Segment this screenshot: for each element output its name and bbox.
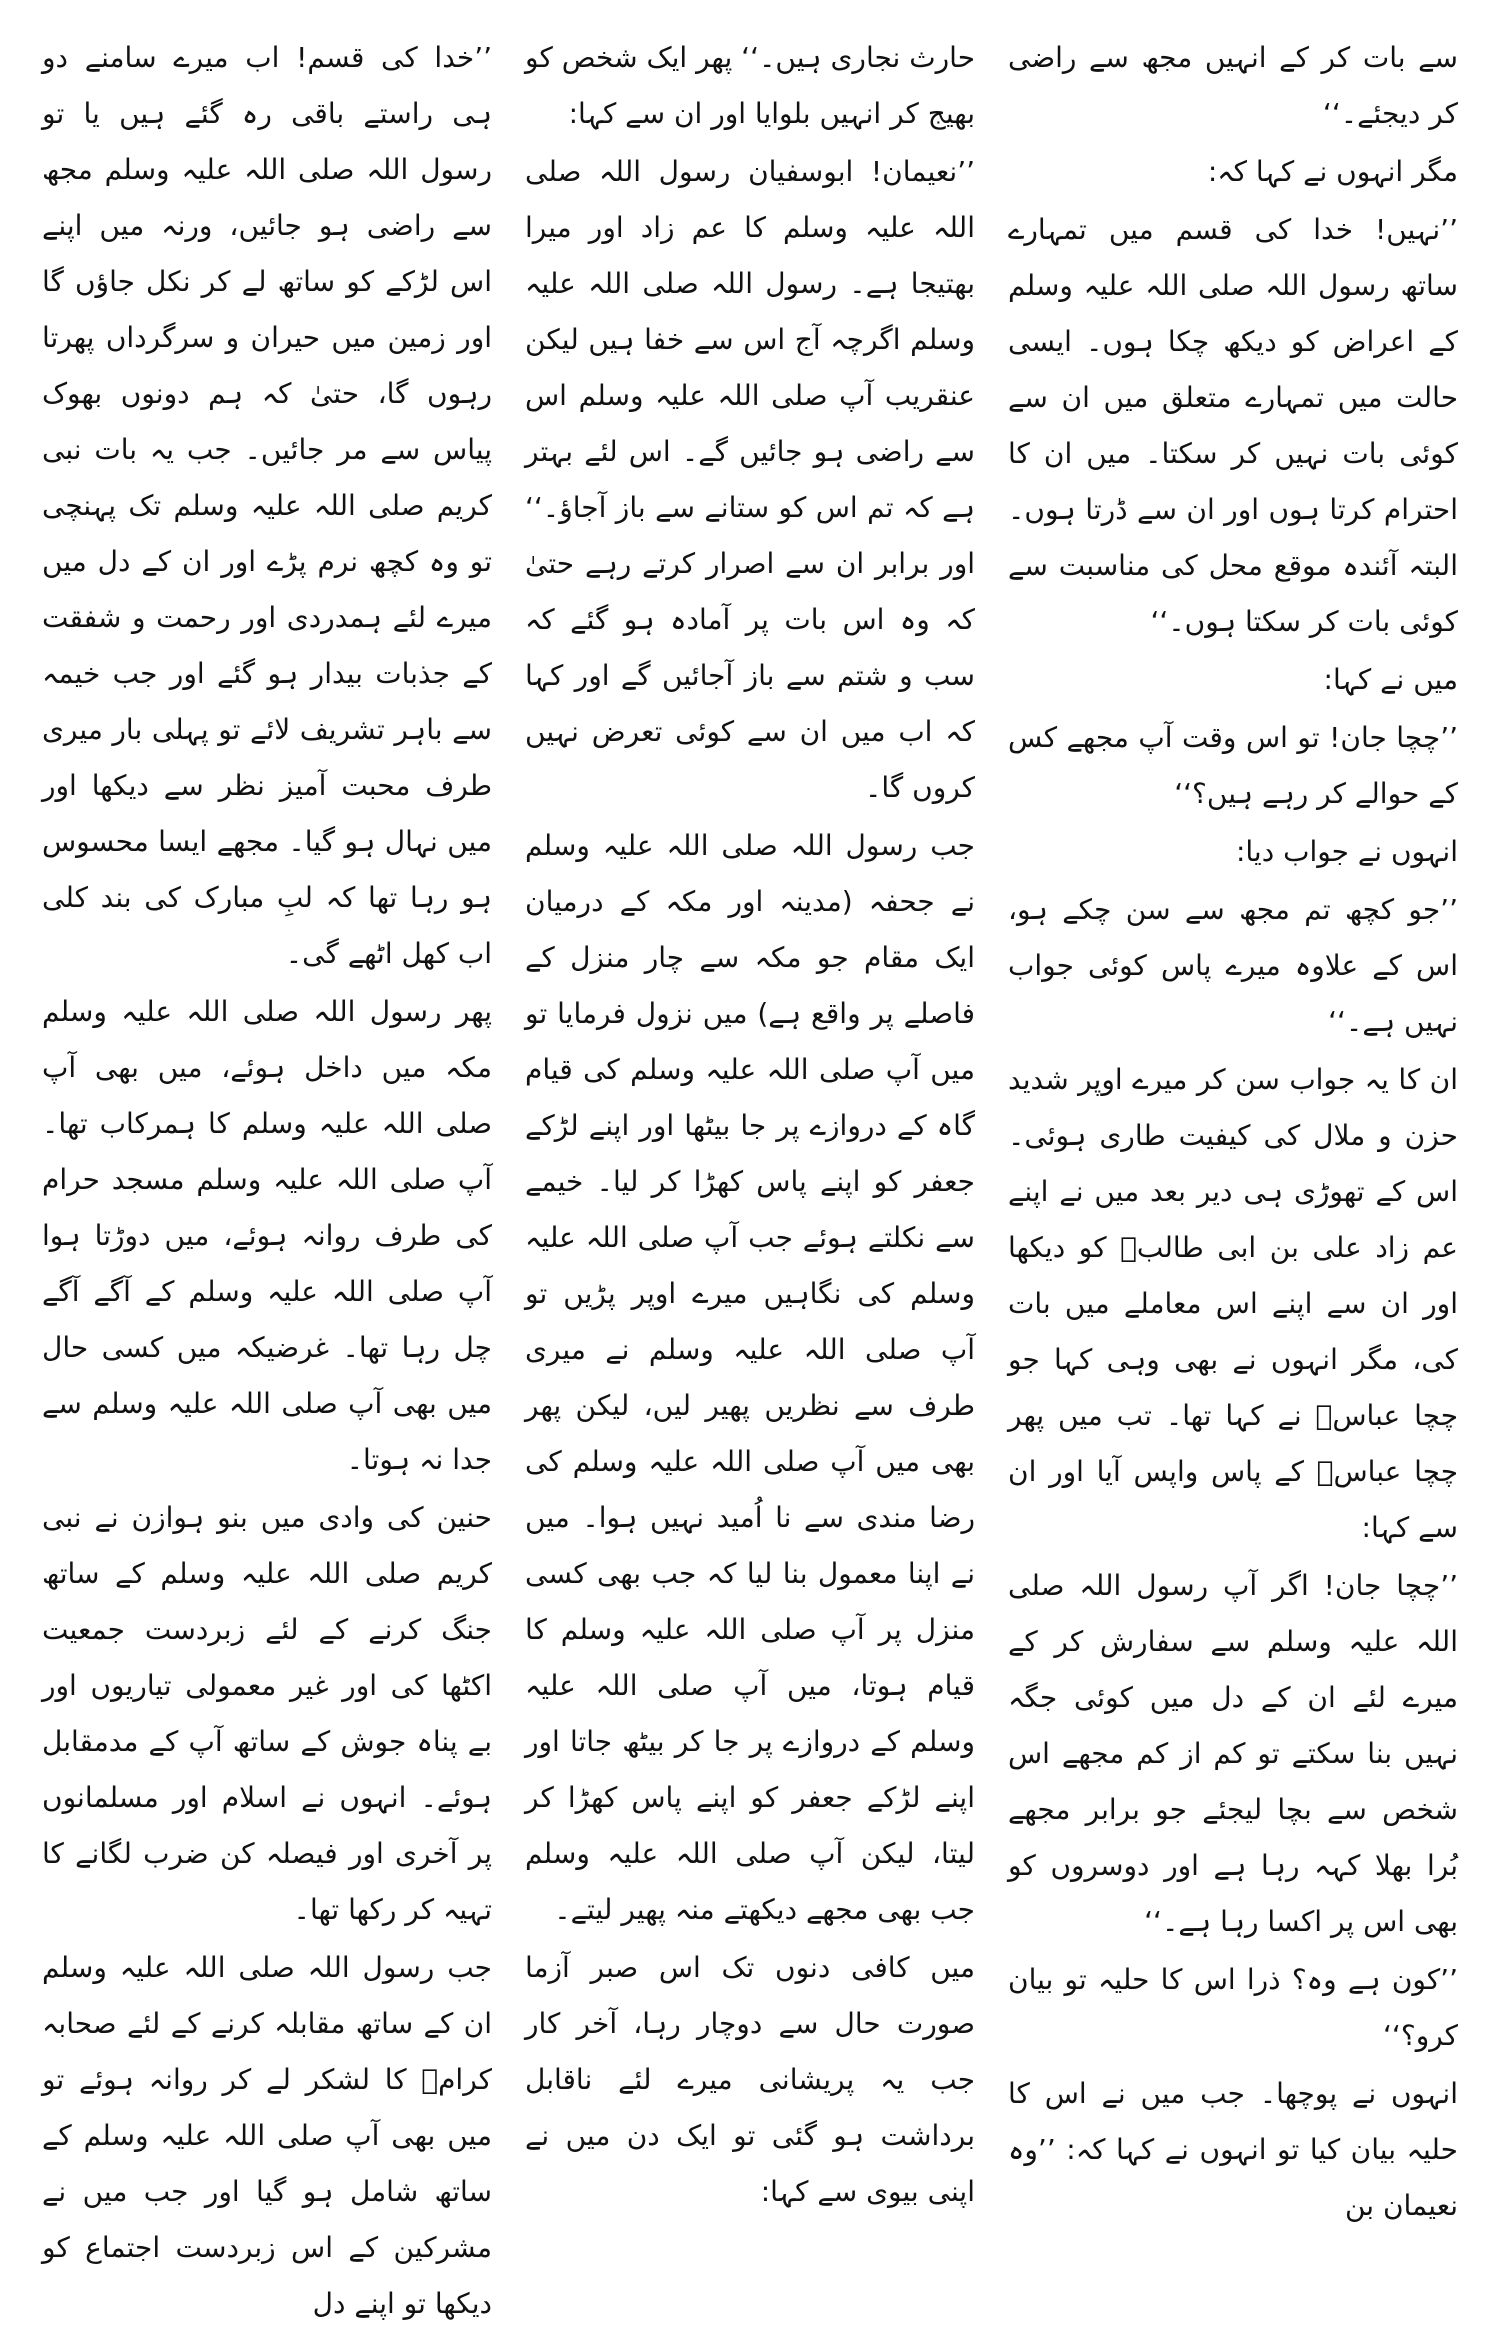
paragraph: میں نے کہا: — [1323, 663, 1458, 696]
paragraph: میں کافی دنوں تک اس صبر آزما صورت حال سے دوچار رہا، آخر کار جب یہ پریشانی میرے لئے ناقابل برداشت ہو گئی تو ایک دن میں نے اپنی بیوی سے کہا: — [525, 1951, 975, 2208]
paragraph: ’’نہیں! خدا کی قسم میں تمہارے ساتھ رسول اللہ صلی اللہ علیہ وسلم کے اعراض کو دیکھ چکا ہوں۔ ایسی حالت میں تمہارے متعلق میں ان سے کوئی بات نہیں کر سکتا۔ میں ان کا احترام کرتا ہوں اور ان سے ڈرتا ہوں۔ البتہ آئندہ موقع محل کی مناسبت سے کوئی بات کر سکتا ہوں۔‘‘ — [1008, 213, 1458, 638]
paragraph: حارث نجاری ہیں۔‘‘ پھر ایک شخص کو بھیج کر انہیں بلوایا اور ان سے کہا: — [525, 41, 975, 130]
paragraph: جب رسول اللہ صلی اللہ علیہ وسلم نے جحفہ (مدینہ اور مکہ کے درمیان ایک مقام جو مکہ سے چار منزل کے فاصلے پر واقع ہے) میں نزول فرمایا تو میں آپ صلی اللہ علیہ وسلم کی قیام گاہ کے دروازے پر جا بیٹھا اور اپنے لڑکے جعفر کو اپنے پاس کھڑا کر لیا۔ خیمے سے نکلتے ہوئے جب آپ صلی اللہ علیہ وسلم کی نگاہیں میرے اوپر پڑیں تو آپ صلی اللہ علیہ وسلم نے میری طرف سے نظریں پھیر لیں، لیکن پھر بھی میں آپ صلی اللہ علیہ وسلم کی رضا مندی سے نا اُمید نہیں ہوا۔ میں نے اپنا معمول بنا لیا کہ جب بھی کسی منزل پر آپ صلی اللہ علیہ وسلم کا قیام ہوتا، میں آپ صلی اللہ علیہ وسلم کے دروازے پر جا کر بیٹھ جاتا اور اپنے لڑکے جعفر کو اپنے پاس کھڑا کر لیتا، لیکن آپ صلی اللہ علیہ وسلم جب بھی مجھے دیکھتے منہ پھیر لیتے۔ — [525, 829, 975, 1926]
paragraph: سے بات کر کے انہیں مجھ سے راضی کر دیجئے۔‘‘ — [1008, 41, 1458, 130]
paragraph: ’’نعیمان! ابوسفیان رسول اللہ صلی اللہ علیہ وسلم کا عم زاد اور میرا بھتیجا ہے۔ رسول اللہ صلی اللہ علیہ وسلم اگرچہ آج اس سے خفا ہیں لیکن عنقریب آپ صلی اللہ علیہ وسلم اس سے راضی ہو جائیں گے۔ اس لئے بہتر ہے کہ تم اس کو ستانے سے باز آجاؤ۔‘‘ اور برابر ان سے اصرار کرتے رہے حتیٰ کہ وہ اس بات پر آمادہ ہو گئے کہ سب و شتم سے باز آجائیں گے اور کہا کہ اب میں ان سے کوئی تعرض نہیں کروں گا۔ — [525, 155, 975, 804]
paragraph: پھر رسول اللہ صلی اللہ علیہ وسلم مکہ میں داخل ہوئے، میں بھی آپ صلی اللہ علیہ وسلم کا ہمرکاب تھا۔ آپ صلی اللہ علیہ وسلم مسجد حرام کی طرف روانہ ہوئے، میں دوڑتا ہوا آپ صلی اللہ علیہ وسلم کے آگے آگے چل رہا تھا۔ غرضیکہ میں کسی حال میں بھی آپ صلی اللہ علیہ وسلم سے جدا نہ ہوتا۔ — [42, 995, 492, 1476]
paragraph: ’’کون ہے وہ؟ ذرا اس کا حلیہ تو بیان کرو؟‘‘ — [1008, 1963, 1458, 2052]
paragraph: ’’چچا جان! اگر آپ رسول اللہ صلی اللہ علیہ وسلم سے سفارش کر کے میرے لئے ان کے دل میں کوئی جگہ نہیں بنا سکتے تو کم از کم مجھے اس شخص سے بچا لیجئے جو برابر مجھے بُرا بھلا کہہ رہا ہے اور دوسروں کو بھی اس پر اکسا رہا ہے۔‘‘ — [1008, 1569, 1458, 1938]
paragraph: انہوں نے جواب دیا: — [1235, 835, 1458, 868]
text-column-left — [42, 30, 492, 2320]
paragraph: ’’جو کچھ تم مجھ سے سن چکے ہو، اس کے علاوہ میرے پاس کوئی جواب نہیں ہے۔‘‘ — [1008, 893, 1458, 1038]
text-column-middle — [525, 30, 975, 2208]
paragraph: حنین کی وادی میں بنو ہوازن نے نبی کریم صلی اللہ علیہ وسلم کے ساتھ جنگ کرنے کے لئے زبردست جمعیت اکٹھا کی اور غیر معمولی تیاریوں اور بے پناہ جوش کے ساتھ آپ کے مدمقابل ہوئے۔ انہوں نے اسلام اور مسلمانوں پر آخری اور فیصلہ کن ضرب لگانے کا تہیہ کر رکھا تھا۔ — [42, 1501, 492, 1926]
paragraph: ’’خدا کی قسم! اب میرے سامنے دو ہی راستے باقی رہ گئے ہیں یا تو رسول اللہ صلی اللہ علیہ وسلم مجھ سے راضی ہو جائیں، ورنہ میں اپنے اس لڑکے کو ساتھ لے کر نکل جاؤں گا اور زمین میں حیران و سرگرداں پھرتا رہوں گا، حتیٰ کہ ہم دونوں بھوک پیاس سے مر جائیں۔ جب یہ بات نبی کریم صلی اللہ علیہ وسلم تک پہنچی تو وہ کچھ نرم پڑے اور ان کے دل میں میرے لئے ہمدردی اور رحمت و شفقت کے جذبات بیدار ہو گئے اور جب خیمہ سے باہر تشریف لائے تو پہلی بار میری طرف محبت آمیز نظر سے دیکھا اور میں نہال ہو گیا۔ مجھے ایسا محسوس ہو رہا تھا کہ لبِ مبارک کی بند کلی اب کھل اٹھے گی۔ — [42, 41, 492, 970]
paragraph: جب رسول اللہ صلی اللہ علیہ وسلم ان کے ساتھ مقابلہ کرنے کے لئے صحابہ کرامؓ کا لشکر لے کر روانہ ہوئے تو میں بھی آپ صلی اللہ علیہ وسلم کے ساتھ شامل ہو گیا اور جب میں نے مشرکین کے اس زبردست اجتماع کو دیکھا تو اپنے دل — [42, 1951, 492, 2320]
paragraph: ’’چچا جان! تو اس وقت آپ مجھے کس کے حوالے کر رہے ہیں؟‘‘ — [1008, 721, 1458, 810]
text-column-right — [1008, 30, 1458, 2222]
paragraph: مگر انہوں نے کہا کہ: — [1207, 155, 1458, 188]
paragraph: ان کا یہ جواب سن کر میرے اوپر شدید حزن و ملال کی کیفیت طاری ہوئی۔ اس کے تھوڑی ہی دیر بعد میں نے اپنے عم زاد علی بن ابی طالبؓ کو دیکھا اور ان سے اپنے اس معاملے میں بات کی، مگر انہوں نے بھی وہی کہا جو چچا عباسؓ نے کہا تھا۔ تب میں پھر چچا عباسؓ کے پاس واپس آیا اور ان سے کہا: — [1008, 1063, 1458, 1544]
paragraph: انہوں نے پوچھا۔ جب میں نے اس کا حلیہ بیان کیا تو انہوں نے کہا کہ: ’’وہ نعیمان بن — [1008, 2077, 1458, 2222]
